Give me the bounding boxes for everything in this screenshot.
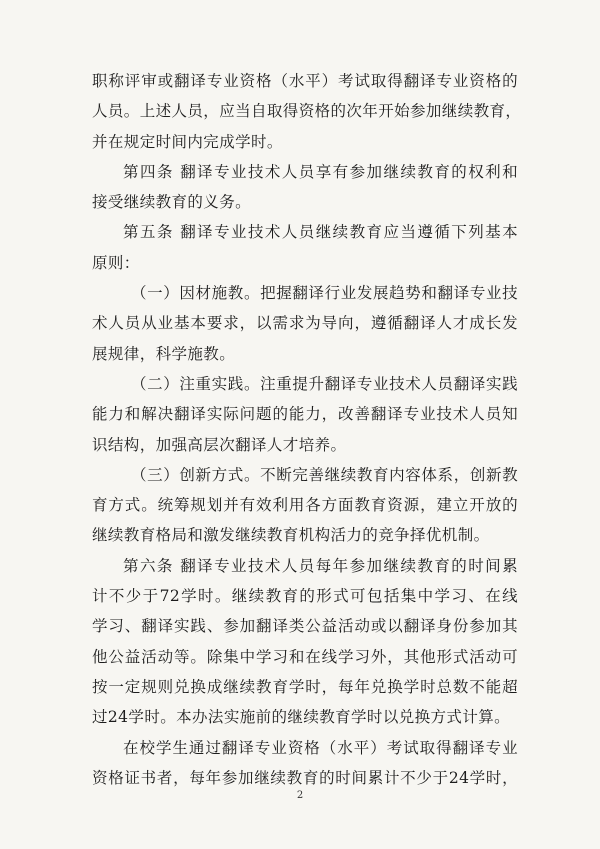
text-line: 展规律，科学施教。 (92, 344, 236, 363)
text-line: 第五条 翻译专业技术人员继续教育应当遵循下列基本 (123, 223, 518, 242)
text-line: 育方式。统筹规划并有效利用各方面教育资源，建立开放的 (92, 496, 518, 515)
text-line: 术人员从业基本要求，以需求为导向，遵循翻译人才成长发 (92, 314, 518, 333)
text-line: 他公益活动等。除集中学习和在线学习外，其他形式活动可 (92, 647, 518, 666)
page-number: 2 (296, 790, 304, 801)
paragraph-continuation (92, 66, 522, 157)
principle-3 (92, 460, 518, 551)
text-line: 能力和解决翻译实际问题的能力，改善翻译专业技术人员知 (92, 405, 518, 424)
principle-1 (92, 278, 518, 369)
article-5 (92, 217, 518, 278)
text-line: 第四条 翻译专业技术人员享有参加继续教育的权利和 (123, 162, 518, 181)
text-line: 在校学生通过翻译专业资格（水平）考试取得翻译专业 (123, 738, 518, 757)
text-line: 接受继续教育的义务。 (92, 193, 252, 212)
text-line: （一）因材施教。把握翻译行业发展趋势和翻译专业技 (131, 284, 518, 303)
text-line: （三）创新方式。不断完善继续教育内容体系，创新教 (131, 465, 518, 484)
text-line: 人员。上述人员，应当自取得资格的次年开始参加继续教育， (92, 102, 522, 121)
text-line: 原则： (92, 253, 140, 272)
text-line: 按一定规则兑换成继续教育学时，每年兑换学时总数不能超 (92, 677, 518, 696)
text-line: 第六条 翻译专业技术人员每年参加继续教育的时间累 (123, 556, 518, 575)
principle-2 (92, 369, 518, 460)
text-line: 职称评审或翻译专业资格（水平）考试取得翻译专业资格的 (92, 72, 518, 90)
text-line: 学习、翻译实践、参加翻译类公益活动或以翻译身份参加其 (92, 617, 518, 636)
text-line: 继续教育格局和激发继续教育机构活力的竞争择优机制。 (92, 526, 490, 545)
text-line: （二）注重实践。注重提升翻译专业技术人员翻译实践 (131, 374, 518, 393)
article-6 (92, 551, 518, 733)
text-line: 并在规定时间内完成学时。 (92, 132, 283, 151)
text-line: 过24学时。本办法实施前的继续教育学时以兑换方式计算。 (92, 708, 511, 727)
article-4 (92, 157, 518, 218)
body-text (92, 66, 522, 793)
text-line: 识结构，加强高层次翻译人才培养。 (92, 435, 347, 454)
text-line: 计不少于72学时。继续教育的形式可包括集中学习、在线 (92, 587, 518, 606)
student-paragraph (92, 733, 518, 794)
text-line: 资格证书者，每年参加继续教育的时间累计不少于24学时， (92, 768, 518, 787)
